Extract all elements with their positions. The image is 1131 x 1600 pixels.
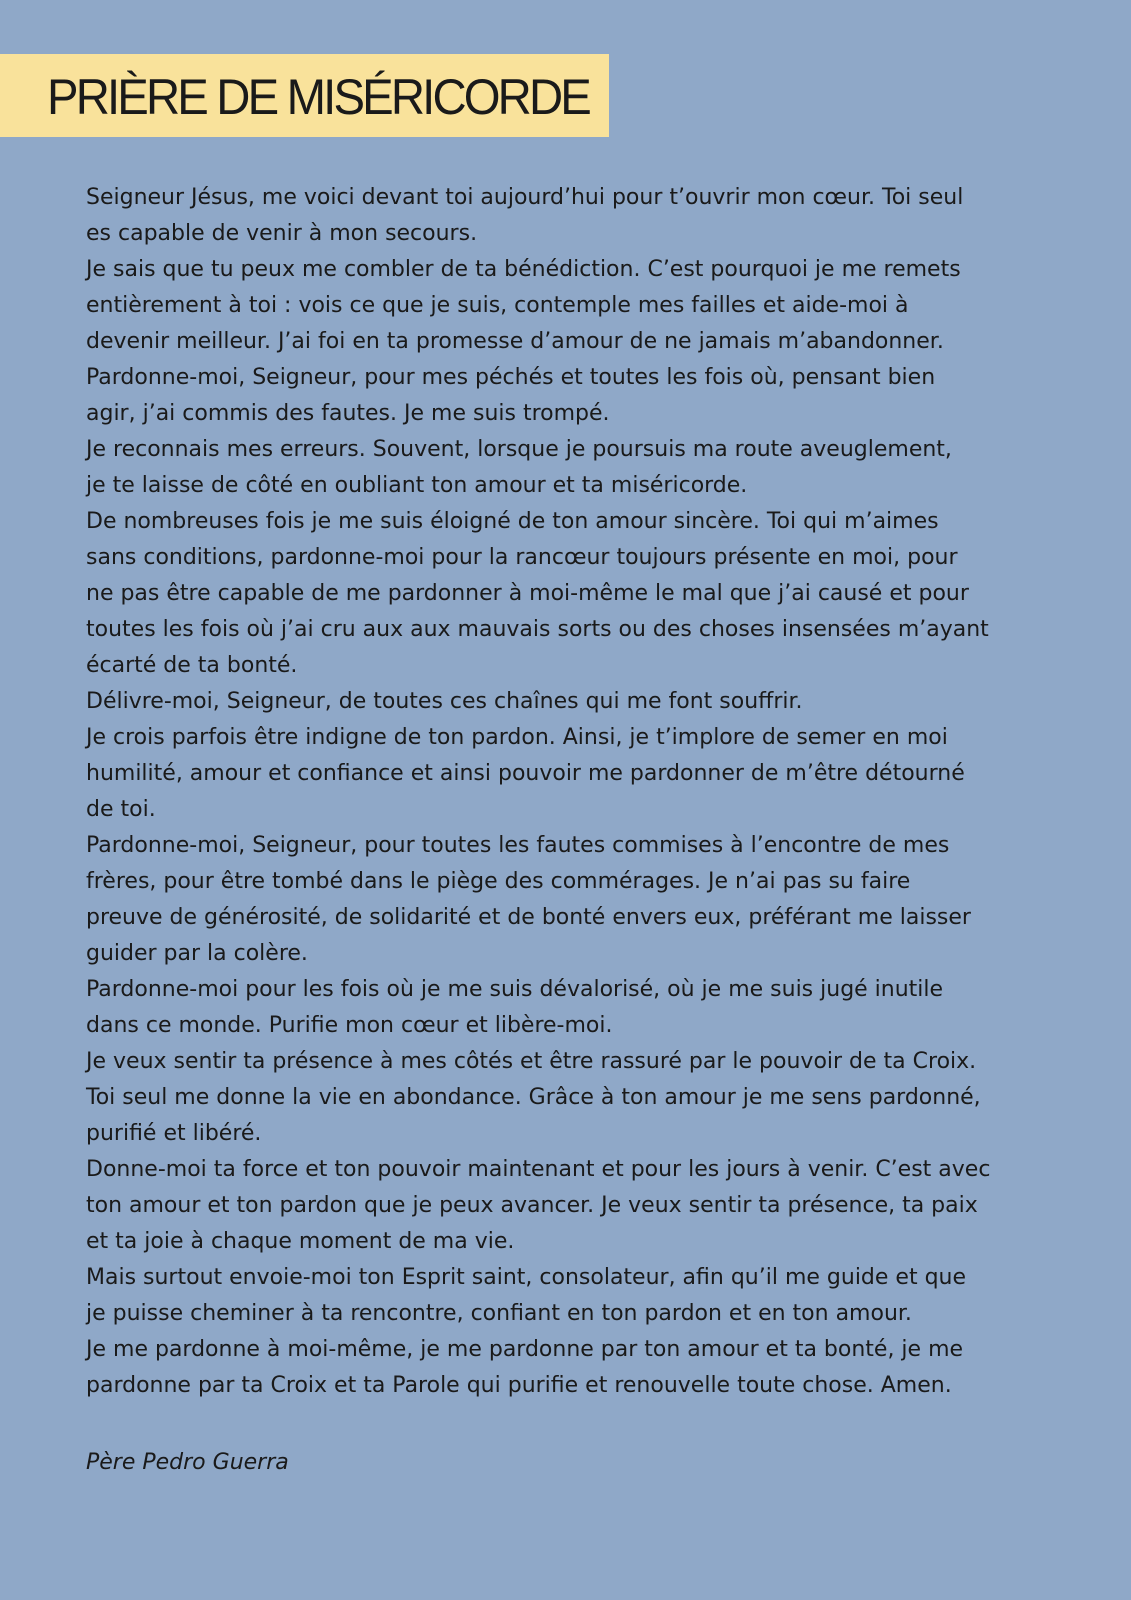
- prayer-line: entièrement à toi : vois ce que je suis, contemple mes failles et aide-moi à: [86, 293, 909, 318]
- prayer-line: guider par la colère.: [86, 941, 308, 966]
- prayer-line: pardonne par ta Croix et ta Parole qui purifie et renouvelle toute chose. Amen.: [86, 1373, 952, 1398]
- prayer-line: ne pas être capable de me pardonner à moi-même le mal que j’ai causé et pour: [86, 581, 969, 606]
- prayer-line: Je reconnais mes erreurs. Souvent, lorsque je poursuis ma route aveuglement,: [86, 437, 952, 462]
- prayer-line: je puisse cheminer à ta rencontre, confiant en ton pardon et en ton amour.: [86, 1301, 912, 1326]
- prayer-line: Pardonne-moi, Seigneur, pour toutes les fautes commises à l’encontre de mes: [86, 833, 950, 858]
- prayer-line: dans ce monde. Purifie mon cœur et libère-moi.: [86, 1013, 613, 1038]
- page-title: PRIÈRE DE MISÉRICORDE: [47, 69, 589, 125]
- prayer-line: je te laisse de côté en oubliant ton amour et ta miséricorde.: [86, 473, 748, 498]
- author-signature: Père Pedro Guerra: [86, 1450, 289, 1475]
- prayer-line: Mais surtout envoie-moi ton Esprit saint, consolateur, afin qu’il me guide et que: [86, 1265, 967, 1290]
- prayer-line: Pardonne-moi pour les fois où je me suis dévalorisé, où je me suis jugé inutile: [86, 977, 944, 1002]
- prayer-line: Je crois parfois être indigne de ton pardon. Ainsi, je t’implore de semer en moi: [86, 725, 948, 750]
- prayer-text: [86, 180, 1086, 1404]
- prayer-line: agir, j’ai commis des fautes. Je me suis trompé.: [86, 401, 610, 426]
- prayer-line: Délivre-moi, Seigneur, de toutes ces chaînes qui me font souffrir.: [86, 689, 803, 714]
- prayer-line: devenir meilleur. J’ai foi en ta promesse d’amour de ne jamais m’abandonner.: [86, 329, 944, 354]
- prayer-line: frères, pour être tombé dans le piège des commérages. Je n’ai pas su faire: [86, 869, 911, 894]
- prayer-line: Je me pardonne à moi-même, je me pardonne par ton amour et ta bonté, je me: [86, 1337, 964, 1362]
- prayer-line: Toi seul me donne la vie en abondance. Grâce à ton amour je me sens pardonné,: [86, 1085, 981, 1110]
- prayer-line: Donne-moi ta force et ton pouvoir maintenant et pour les jours à venir. C’est avec: [86, 1157, 991, 1182]
- prayer-line: preuve de générosité, de solidarité et de bonté envers eux, préférant me laisser: [86, 905, 971, 930]
- prayer-line: Je veux sentir ta présence à mes côtés et être rassuré par le pouvoir de ta Croix.: [86, 1049, 977, 1074]
- prayer-line: es capable de venir à mon secours.: [86, 221, 478, 246]
- prayer-line: humilité, amour et confiance et ainsi pouvoir me pardonner de m’être détourné: [86, 761, 965, 786]
- prayer-line: toutes les fois où j’ai cru aux aux mauvais sorts ou des choses insensées m’ayant: [86, 617, 989, 642]
- prayer-line: ton amour et ton pardon que je peux avancer. Je veux sentir ta présence, ta paix: [86, 1193, 978, 1218]
- prayer-line: purifié et libéré.: [86, 1121, 262, 1146]
- prayer-line: de toi.: [86, 797, 156, 822]
- prayer-line: et ta joie à chaque moment de ma vie.: [86, 1229, 515, 1254]
- prayer-line: sans conditions, pardonne-moi pour la rancœur toujours présente en moi, pour: [86, 545, 958, 570]
- title-band: [0, 54, 609, 137]
- prayer-line: Je sais que tu peux me combler de ta bénédiction. C’est pourquoi je me remets: [86, 257, 961, 282]
- prayer-line: Seigneur Jésus, me voici devant toi aujourd’hui pour t’ouvrir mon cœur. Toi seul: [86, 185, 964, 210]
- prayer-line: Pardonne-moi, Seigneur, pour mes péchés et toutes les fois où, pensant bien: [86, 365, 936, 390]
- prayer-line: écarté de ta bonté.: [86, 653, 298, 678]
- prayer-line: De nombreuses fois je me suis éloigné de ton amour sincère. Toi qui m’aimes: [86, 509, 939, 534]
